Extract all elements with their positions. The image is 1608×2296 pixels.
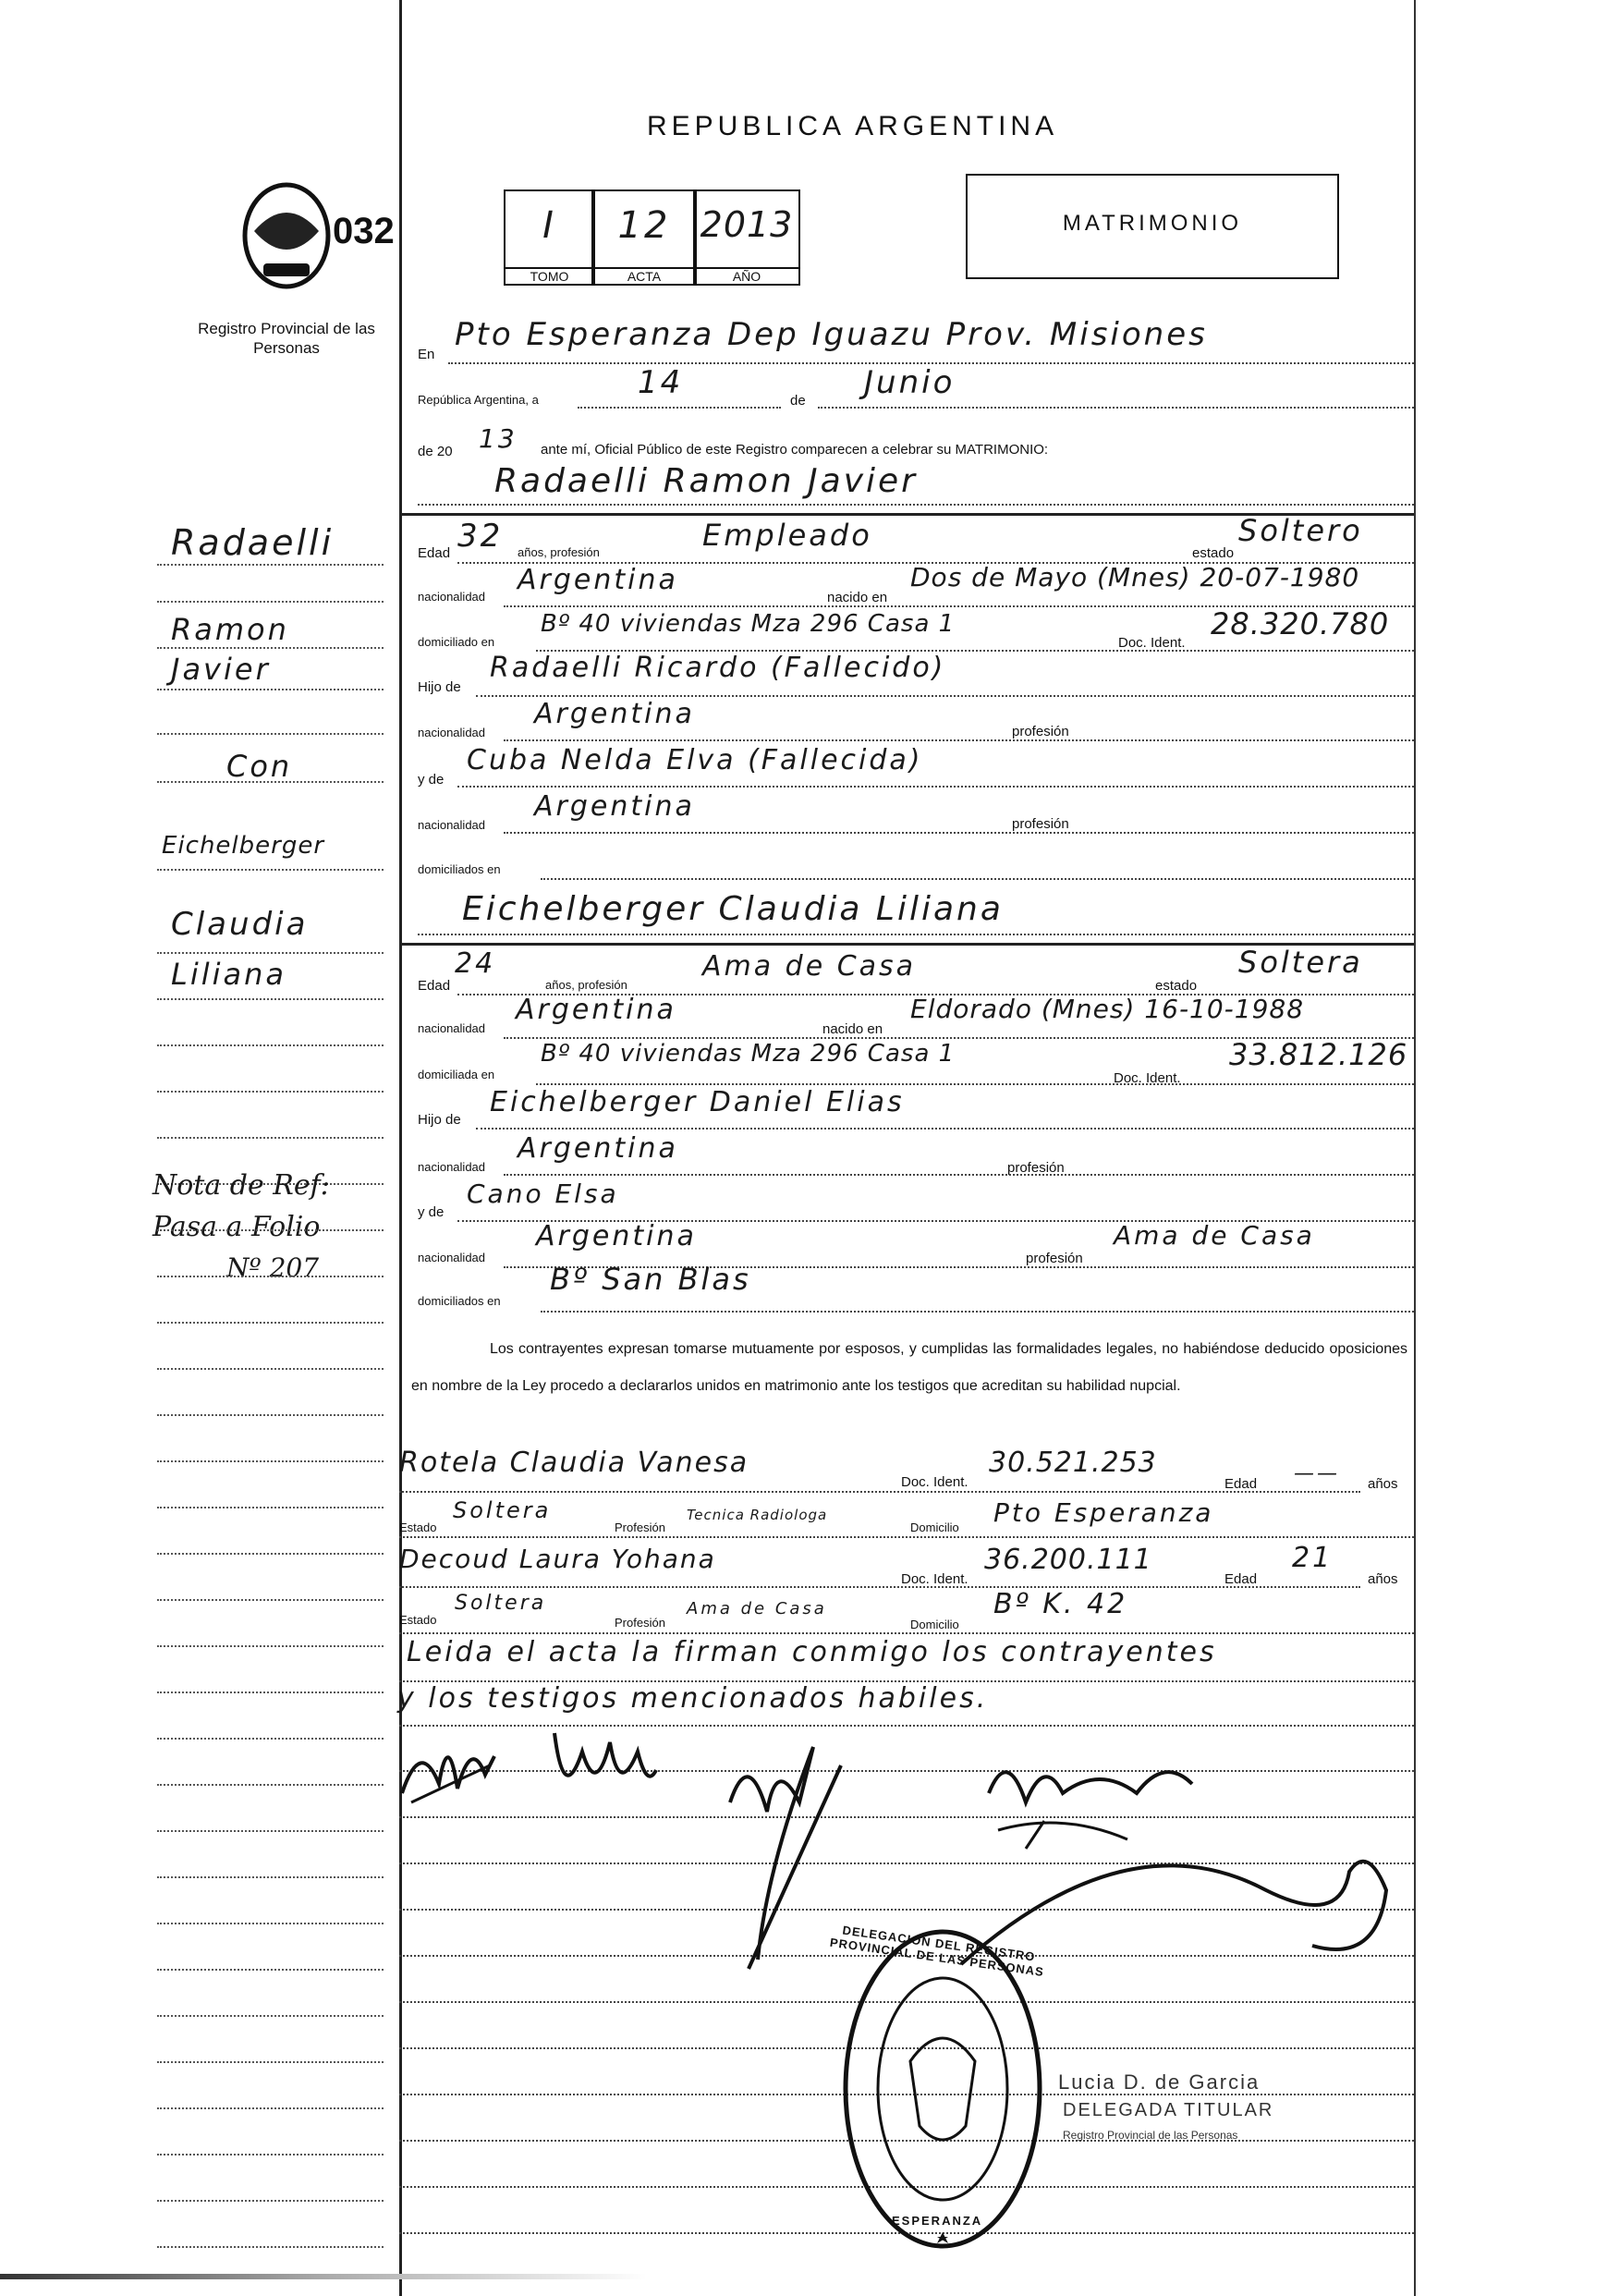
witness2-dom-label: Domicilio	[910, 1618, 959, 1631]
margin-line	[157, 1044, 384, 1046]
groom-padre-nac: Argentina	[534, 698, 695, 730]
date-year: 13	[479, 423, 518, 454]
registry-name: Registro Provincial de las Personas	[198, 320, 375, 357]
place-label: En	[418, 347, 435, 362]
signature-bride-icon	[545, 1715, 665, 1816]
date-tail: ante mí, Oficial Público de este Registro comparecen a celebrar su MATRIMONIO:	[541, 442, 1049, 458]
stamp-official-line3: Registro Provincial de las Personas	[1063, 2129, 1238, 2142]
bride-nacido: Eldorado (Mnes) 16-10-1988	[910, 994, 1305, 1024]
bride-hijo-label: Hijo de	[418, 1112, 461, 1128]
registry-seal-icon	[236, 176, 347, 296]
witness1-edad: ——	[1294, 1462, 1340, 1485]
witness1-domicilio: Pto Esperanza	[993, 1497, 1214, 1528]
margin-rule	[399, 0, 402, 2296]
groom-madre-nac-label: nacionalidad	[418, 818, 486, 832]
groom-padre: Radaelli Ricardo (Fallecido)	[490, 652, 946, 684]
witness1-anios-label: años	[1368, 1476, 1398, 1492]
groom-nac-label: nacionalidad	[418, 590, 486, 604]
margin-line	[157, 1460, 384, 1462]
groom-edad: 32	[457, 518, 504, 555]
margin-line	[157, 689, 384, 690]
date-day: 14	[638, 364, 684, 401]
groom-nacionalidad: Argentina	[518, 564, 678, 596]
margin-line	[157, 1322, 384, 1324]
bride-padre: Eichelberger Daniel Elias	[490, 1086, 905, 1118]
tomo-box	[504, 189, 595, 286]
groom-madre-prof-label: profesión	[1012, 816, 1069, 832]
margin-line	[157, 1691, 384, 1693]
bride-name-line	[418, 934, 1414, 935]
witness1-doc: 30.521.253	[989, 1447, 1157, 1479]
margin-line	[157, 2154, 384, 2156]
anio-label: AÑO	[695, 267, 798, 284]
groom-dom-label: domiciliado en	[418, 635, 495, 649]
groom-madre: Cuba Nelda Elva (Fallecida)	[467, 744, 923, 776]
witness2-prof-label: Profesión	[615, 1616, 665, 1630]
groom-madre-nac: Argentina	[534, 790, 695, 823]
margin-line	[157, 1830, 384, 1832]
witness2-doc-label: Doc. Ident.	[901, 1571, 968, 1587]
margin-line	[157, 1368, 384, 1370]
witness2-edad-label: Edad	[1224, 1571, 1258, 1587]
margin-note-3: Nº 207	[226, 1252, 320, 1283]
margin-given-groom-1: Ramon	[171, 612, 289, 647]
bride-doc-label: Doc. Ident.	[1114, 1070, 1181, 1086]
margin-line	[157, 2107, 384, 2109]
margin-line	[157, 647, 384, 649]
place-value: Pto Esperanza Dep Iguazu Prov. Misiones	[455, 316, 1208, 353]
anio-value: 2013	[700, 204, 794, 245]
groom-full-name: Radaelli Ramon Javier	[494, 462, 918, 500]
margin-line	[157, 1738, 384, 1740]
folio-number: 032	[333, 211, 395, 251]
stamp-ring-text: DELEGACION DEL REGISTRO PROVINCIAL DE LAS PERSONAS	[829, 1923, 1045, 1980]
declaration-text: Los contrayentes expresan tomarse mutuamente por esposos, y cumplidas las formalidades legales, no habiéndose deducido oposiciones en nombre de la Ley procedo a declararlos unidos en matrimonio ante los testigos que acreditan su habilidad nupcial.	[411, 1341, 1407, 1394]
witness2-anios-label: años	[1368, 1571, 1398, 1587]
witness1-name: Rotela Claudia Vanesa	[399, 1447, 749, 1479]
witness1-row1-line	[399, 1491, 1360, 1493]
bride-yde-label: y de	[418, 1204, 445, 1220]
margin-line	[157, 1599, 384, 1601]
groom-anios-label: años, profesión	[518, 545, 600, 559]
witness1-doc-label: Doc. Ident.	[901, 1474, 968, 1490]
margin-con: Con	[226, 749, 293, 784]
groom-padre-nac-label: nacionalidad	[418, 726, 486, 739]
margin-line	[157, 1876, 384, 1878]
margin-given-groom-2: Javier	[171, 652, 271, 687]
margin-line	[157, 2246, 384, 2248]
margin-line	[157, 2200, 384, 2202]
groom-nacido-label: nacido en	[827, 590, 888, 605]
witness1-estado: Soltera	[453, 1497, 552, 1523]
stamp-official-line2: DELEGADA TITULAR	[1063, 2100, 1274, 2120]
groom-domicilio: Bº 40 viviendas Mza 296 Casa 1	[541, 610, 956, 638]
bride-madre-nac-label: nacionalidad	[418, 1251, 486, 1264]
margin-line	[157, 1229, 384, 1231]
margin-line	[157, 869, 384, 871]
bride-nac-label: nacionalidad	[418, 1021, 486, 1035]
groom-edad-label: Edad	[418, 545, 451, 561]
date-de-label: de	[790, 393, 806, 409]
margin-line	[157, 1276, 384, 1277]
groom-row7-line	[504, 832, 1414, 834]
margin-line	[157, 1784, 384, 1786]
ruled-line	[399, 1816, 1414, 1818]
bride-nacionalidad: Argentina	[516, 994, 676, 1026]
groom-row4-line	[476, 695, 1414, 697]
bride-doc: 33.812.126	[1229, 1037, 1408, 1072]
bride-edad-label: Edad	[418, 978, 451, 994]
margin-note-1: Nota de Ref:	[152, 1169, 330, 1202]
groom-row6-line	[457, 786, 1414, 788]
witness2-estado: Soltera	[455, 1592, 547, 1615]
groom-nacido: Dos de Mayo (Mnes) 20-07-1980	[910, 562, 1360, 592]
bride-full-name: Eichelberger Claudia Liliana	[462, 890, 1004, 928]
bride-padre-nac-label: nacionalidad	[418, 1160, 486, 1174]
bride-domicilio: Bº 40 viviendas Mza 296 Casa 1	[541, 1040, 956, 1068]
margin-line	[157, 781, 384, 783]
witness1-row2-line	[399, 1536, 1414, 1538]
margin-line	[157, 564, 384, 566]
doc-type-label: MATRIMONIO	[1062, 211, 1243, 236]
witness2-row1-line	[399, 1586, 1360, 1588]
groom-estado: Soltero	[1238, 513, 1363, 548]
margin-line	[157, 601, 384, 603]
groom-doc-label: Doc. Ident.	[1118, 635, 1186, 651]
margin-line	[157, 1553, 384, 1555]
witness1-dom-label: Domicilio	[910, 1520, 959, 1534]
bride-row8-line	[541, 1311, 1414, 1313]
groom-row8-line	[541, 878, 1414, 880]
bride-nacido-label: nacido en	[822, 1021, 883, 1037]
country-title: REPUBLICA ARGENTINA	[647, 111, 1059, 141]
margin-line	[157, 1137, 384, 1139]
groom-padre-prof-label: profesión	[1012, 724, 1069, 739]
groom-estado-label: estado	[1192, 545, 1235, 561]
groom-profesion: Empleado	[702, 518, 872, 553]
closing-line-1: Leida el acta la firman conmigo los contrayentes	[407, 1636, 1217, 1668]
date-month: Junio	[864, 364, 956, 401]
margin-given-bride-2: Liliana	[171, 957, 286, 992]
bride-row4-line	[476, 1128, 1414, 1130]
margin-line	[157, 1414, 384, 1416]
margin-line	[157, 1507, 384, 1508]
stamp-official-line1: Lucia D. de Garcia	[1058, 2070, 1261, 2094]
witness1-profesion: Tecnica Radiologa	[687, 1507, 828, 1523]
margin-line	[157, 2061, 384, 2063]
witness2-name: Decoud Laura Yohana	[399, 1544, 716, 1574]
margin-surname-groom: Radaelli	[171, 522, 335, 563]
witness1-estado-label: Estado	[399, 1520, 437, 1534]
margin-line	[157, 998, 384, 1000]
bride-anios-label: años, profesión	[545, 978, 627, 992]
witness1-prof-label: Profesión	[615, 1520, 665, 1534]
margin-line	[157, 1645, 384, 1647]
margin-given-bride-1: Claudia	[171, 906, 309, 943]
bride-domicilio-padres: Bº San Blas	[550, 1262, 751, 1297]
margin-line	[157, 733, 384, 735]
anio-box	[693, 189, 800, 286]
bride-row5-line	[504, 1174, 1414, 1176]
tomo-value: I	[542, 204, 556, 247]
bride-madre: Cano Elsa	[467, 1179, 619, 1209]
witness2-domicilio: Bº K. 42	[993, 1588, 1128, 1620]
margin-line	[157, 952, 384, 954]
bride-padre-nac: Argentina	[518, 1132, 678, 1165]
bride-dom-label: domiciliada en	[418, 1068, 495, 1081]
groom-hijo-label: Hijo de	[418, 679, 461, 695]
stamp-bottom-text: ESPERANZA	[892, 2214, 983, 2228]
scan-bottom-edge	[0, 2274, 647, 2279]
witness2-row2-line	[399, 1632, 1414, 1634]
bride-profesion: Ama de Casa	[702, 950, 917, 983]
acta-value: 12	[617, 204, 671, 247]
bride-padre-prof-label: profesión	[1007, 1160, 1065, 1176]
margin-line	[157, 1969, 384, 1971]
margin-surname-bride: Eichelberger	[162, 832, 325, 860]
month-line	[818, 407, 1414, 409]
bride-madre-prof-label: profesión	[1026, 1251, 1083, 1266]
day-line	[578, 407, 781, 409]
witness2-doc: 36.200.111	[984, 1544, 1152, 1576]
closing-line-2: y los testigos mencionados habiles.	[397, 1682, 989, 1715]
bride-row3-line	[536, 1083, 1414, 1085]
groom-row5-line	[504, 739, 1414, 741]
acta-box	[591, 189, 697, 286]
right-edge-rule	[1414, 0, 1416, 2296]
witness2-profesion: Ama de Casa	[687, 1599, 827, 1618]
margin-line	[157, 2015, 384, 2017]
groom-yde-label: y de	[418, 772, 445, 788]
date-year-label: de 20	[418, 444, 453, 459]
bride-estado-label: estado	[1155, 978, 1198, 994]
witness1-edad-label: Edad	[1224, 1476, 1258, 1492]
groom-domiciliados-label: domiciliados en	[418, 862, 501, 876]
groom-name-line	[418, 504, 1414, 506]
date-rep-label: República Argentina, a	[418, 393, 539, 407]
matrimonio-box	[966, 174, 1339, 279]
bride-edad: 24	[455, 947, 496, 980]
margin-line	[157, 1091, 384, 1093]
acta-label: ACTA	[593, 267, 695, 284]
bride-madre-nac: Argentina	[536, 1220, 697, 1252]
tomo-label: TOMO	[506, 267, 593, 284]
bride-madre-prof: Ama de Casa	[1114, 1220, 1315, 1251]
witness2-estado-label: Estado	[399, 1613, 437, 1627]
witness2-edad: 21	[1292, 1542, 1334, 1574]
margin-note-2: Pasa a Folio	[152, 1211, 321, 1243]
groom-doc: 28.320.780	[1211, 606, 1390, 641]
bride-domiciliados-label: domiciliados en	[418, 1294, 501, 1308]
margin-line	[157, 1923, 384, 1924]
signature-groom-icon	[393, 1719, 504, 1812]
bride-estado: Soltera	[1238, 945, 1363, 980]
